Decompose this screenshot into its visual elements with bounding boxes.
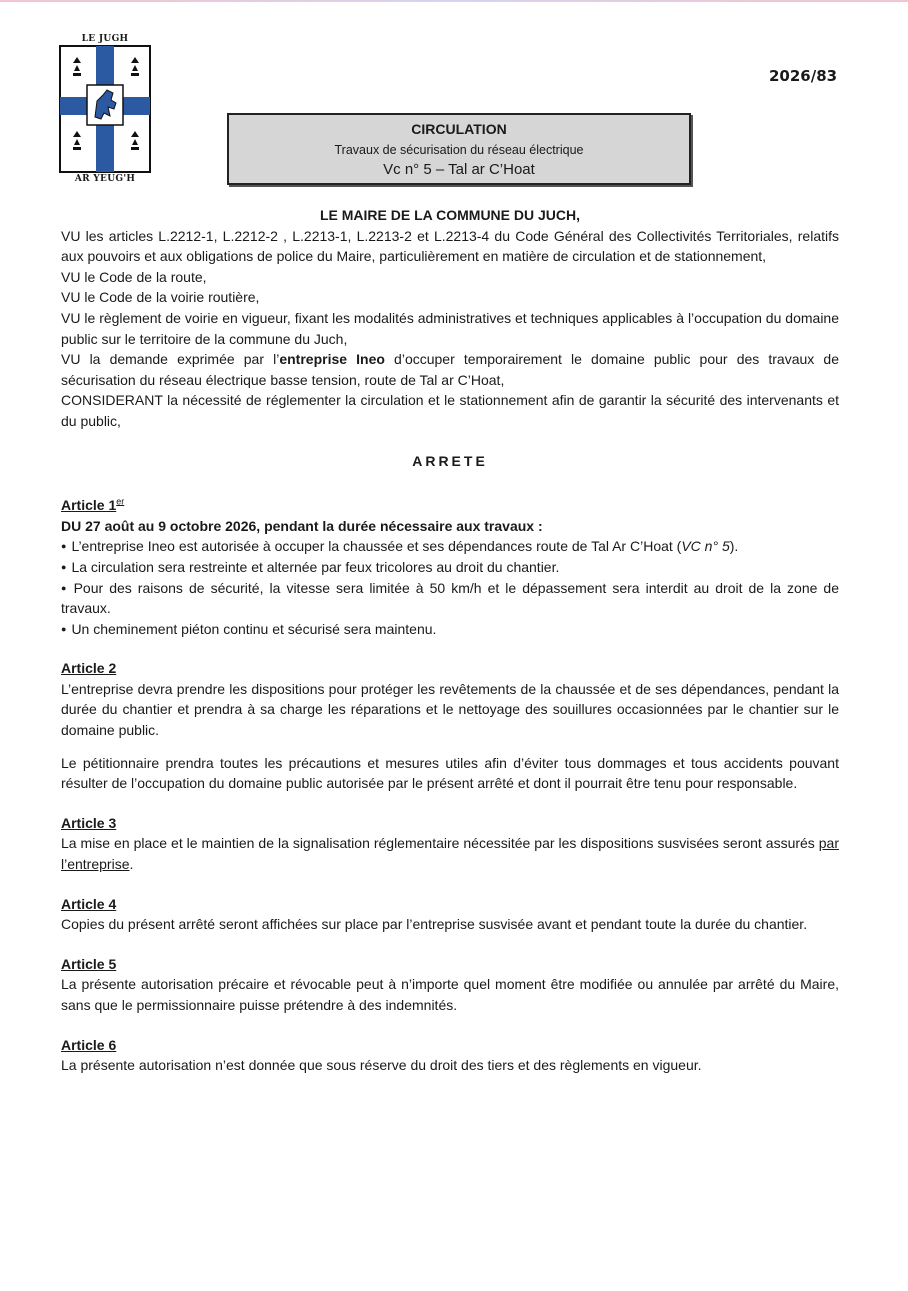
article-2: [61, 658, 839, 794]
article-3-text: [61, 833, 839, 874]
vu-paragraph-2: VU le Code de la route,: [61, 268, 207, 285]
considerant-paragraph: CONSIDERANT la nécessité de réglementer la circulation et le stationnement afin de garantir la sécurité des intervenants et du public,: [61, 392, 839, 429]
article-6-text: La présente autorisation n’est donnée que sous réserve du droit des tiers et des règlements en vigueur.: [61, 1057, 702, 1074]
mayor-heading: LE MAIRE DE LA COMMUNE DU JUCH,: [319, 207, 581, 223]
article-1-bullet-3: ● Pour des raisons de sécurité, la vitesse sera limitée à 50 km/h et le dépassement sera interdit au droit de la zone de travaux.: [61, 578, 839, 619]
article-5-title: Article 5: [61, 955, 117, 972]
article-2-title: Article 2: [61, 660, 117, 677]
crest-bottom-text: AR YEUG'H: [74, 174, 136, 184]
title-main: CIRCULATION: [411, 121, 507, 137]
article-1-bullet-4: ● Un cheminement piéton continu et sécurisé sera maintenu.: [61, 619, 839, 640]
article-5: [61, 954, 839, 1016]
bullet-1-end: ).: [729, 538, 739, 555]
municipal-crest: [56, 33, 154, 185]
bullet-1-road-ref: VC n° 5: [681, 538, 730, 555]
vu-paragraph-1: VU les articles L.2212-1, L.2212-2 , L.2213-1, L.2213-2 et L.2213-4 du Code Général des Collectivités Territoriales, relatifs aux pouvoirs et aux obligations de police du Maire, particulièrement en matière de circulation et de stationnement,: [61, 227, 839, 265]
document-body: [61, 205, 839, 1076]
article-3-title: Article 3: [61, 814, 117, 831]
vu5-text-after: d’occuper temporairement le domaine public pour des travaux de sécurisation du réseau électrique basse tension, route de Tal ar C’Hoat,: [61, 351, 839, 388]
article-1-bullet-2: ● La circulation sera restreinte et alternée par feux tricolores au droit du chantier.: [61, 557, 839, 578]
crest-shield-icon: [59, 45, 151, 173]
crest-top-text: LE JUGH: [81, 34, 129, 44]
vu-paragraph-5: [61, 349, 839, 390]
title-subtitle: Travaux de sécurisation du réseau électrique: [334, 143, 584, 157]
vu5-text-before: VU la demande exprimée par l’: [61, 351, 280, 368]
title-road: Vc n° 5 – Tal ar C’Hoat: [383, 161, 535, 178]
vu-paragraph-3: VU le Code de la voirie routière,: [61, 289, 260, 306]
article-3: [61, 813, 839, 875]
title-box: [227, 113, 691, 185]
article-5-text: La présente autorisation précaire et révocable peut à n’importe quel moment être modifiée ou annulée par arrêté du Maire, sans que le permissionnaire puisse prétendre à des indemnités.: [61, 976, 839, 1013]
document-number: 2026/83: [769, 67, 838, 85]
top-edge-line: [0, 0, 908, 2]
article-1-title-line: [61, 495, 839, 516]
article-3-underlined: par l’entreprise: [61, 835, 839, 873]
article-6: [61, 1035, 839, 1076]
article-2-paragraph-1: L’entreprise devra prendre les dispositions pour protéger les revêtements de la chaussée et de ses dépendances, pendant la durée du chantier et prendra à sa charge les réparations et le nettoyage des souillures occasionnées par le chantier sur le domaine public.: [61, 680, 839, 739]
article-6-title: Article 6: [61, 1036, 117, 1053]
article-1-sup: er: [116, 496, 125, 507]
article-4-text: Copies du présent arrêté seront affichées sur place par l’entreprise susvisée avant et pendant toute la durée du chantier.: [61, 916, 808, 933]
article-3-end: .: [129, 856, 134, 873]
article-4-title: Article 4: [61, 895, 117, 912]
vu-paragraph-4: VU le règlement de voirie en vigueur, fixant les modalités administratives et techniques applicables à l’occupation du domaine public sur le territoire de la commune du Juch,: [61, 309, 839, 347]
article-3-body: La mise en place et le maintien de la signalisation réglementaire nécessitée par les dispositions susvisées seront assurés: [61, 835, 819, 852]
arrete-heading: ARRETE: [412, 452, 488, 469]
article-4: [61, 894, 839, 935]
vu5-company: entreprise Ineo: [279, 351, 385, 368]
article-1: [61, 495, 839, 639]
article-1-dates: DU 27 août au 9 octobre 2026, pendant la durée nécessaire aux travaux :: [61, 517, 543, 534]
article-2-paragraph-2: Le pétitionnaire prendra toutes les précautions et mesures utiles afin d’éviter tous dommages et tous accidents pouvant résulter de l’occupation du domaine public autorisée par le présent arrêté et dont il pourrait être tenu pour responsable.: [61, 754, 839, 792]
article-1-bullet-1: [61, 536, 839, 557]
bullet-1-text: L’entreprise Ineo est autorisée à occuper la chaussée et ses dépendances route de Tal Ar C’Hoat (: [71, 538, 682, 555]
article-1-title: Article 1: [61, 497, 117, 514]
